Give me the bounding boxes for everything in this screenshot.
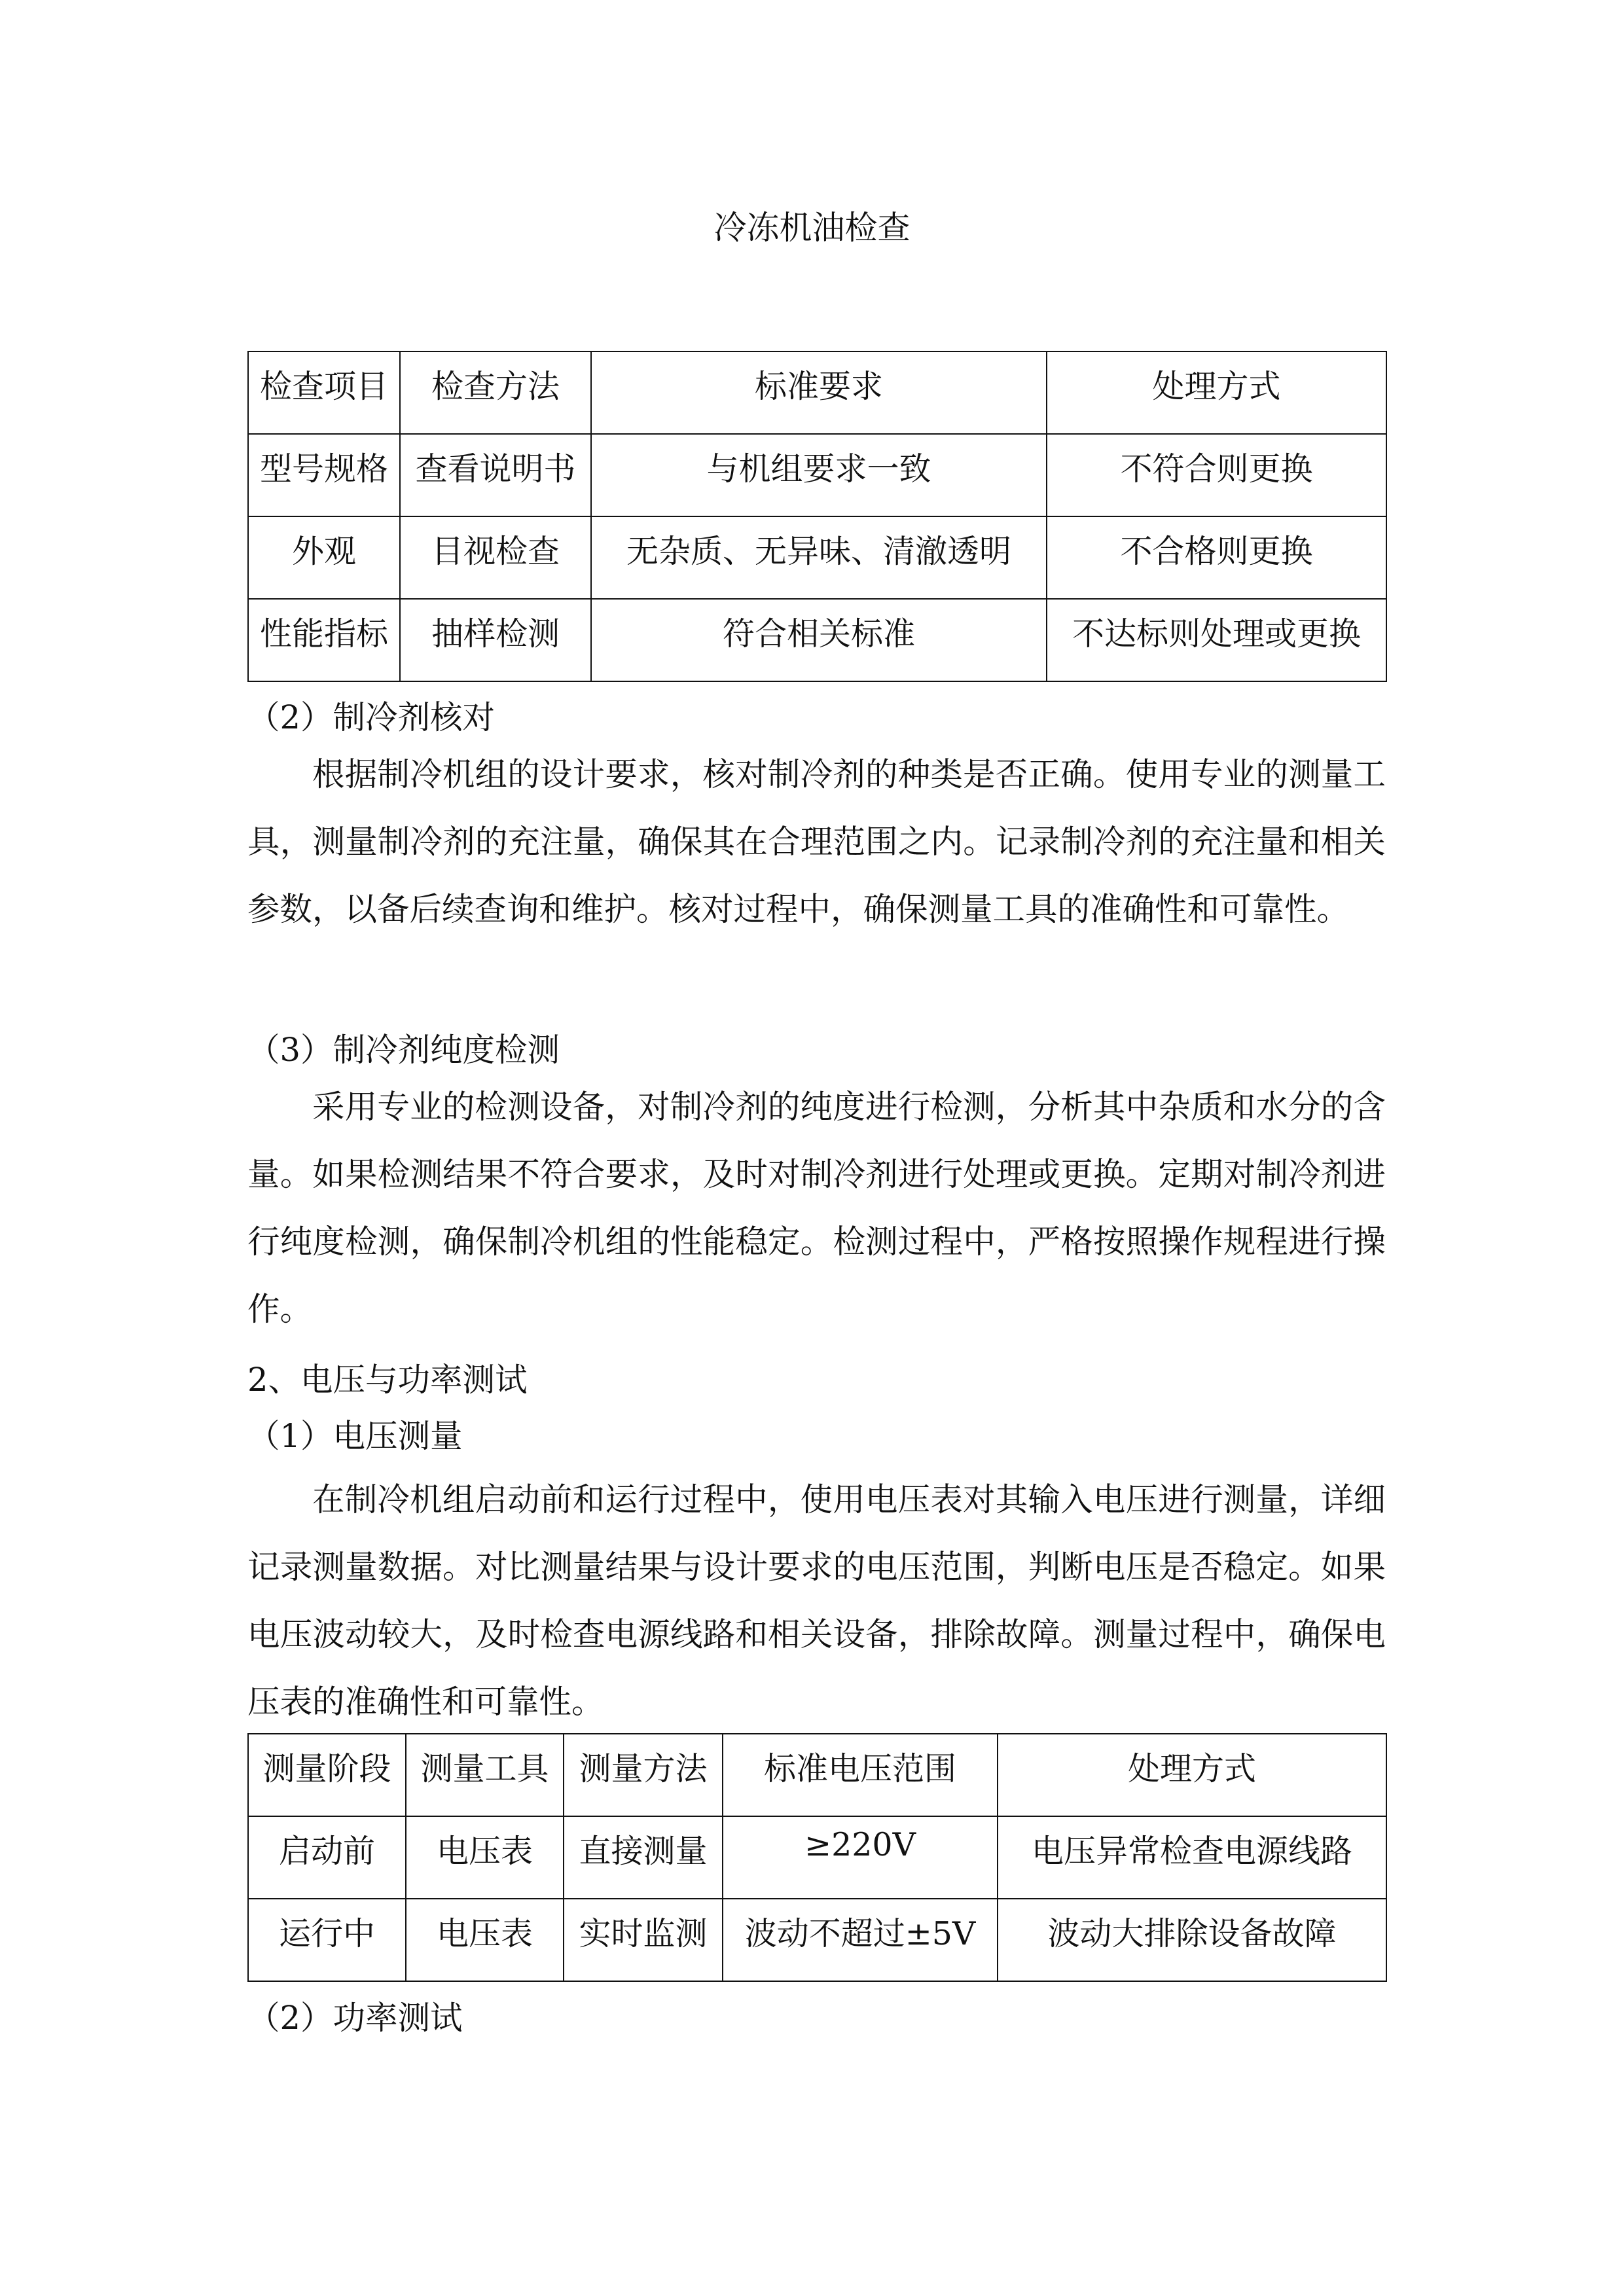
section-heading-power: （2）功率测试 bbox=[247, 1999, 463, 2037]
section-heading-voltage-power: 2、电压与功率测试 bbox=[247, 1361, 528, 1399]
table-cell: 电压表 bbox=[406, 1816, 564, 1899]
table-cell: 电压表 bbox=[406, 1899, 564, 1981]
header-cell: 处理方式 bbox=[998, 1734, 1386, 1816]
table-cell: 符合相关标准 bbox=[591, 599, 1047, 681]
table-row bbox=[248, 516, 1386, 599]
table-cell: 型号规格 bbox=[248, 434, 400, 516]
table-cell: 与机组要求一致 bbox=[591, 434, 1047, 516]
table-cell: 目视检查 bbox=[400, 516, 591, 599]
header-cell: 标准电压范围 bbox=[723, 1734, 998, 1816]
table-cell: 不达标则处理或更换 bbox=[1047, 599, 1386, 681]
table-cell: 电压异常检查电源线路 bbox=[998, 1816, 1386, 1899]
header-cell: 标准要求 bbox=[591, 351, 1047, 434]
page-title: 冷冻机油检查 bbox=[713, 209, 911, 247]
header-cell: 检查项目 bbox=[248, 351, 400, 434]
table-row bbox=[248, 434, 1386, 516]
header-cell: 测量方法 bbox=[564, 1734, 723, 1816]
table-row bbox=[248, 599, 1386, 681]
table-row bbox=[248, 1899, 1386, 1981]
header-cell: 处理方式 bbox=[1047, 351, 1386, 434]
table-header-row bbox=[248, 351, 1386, 434]
table-cell: ≥220V bbox=[723, 1816, 998, 1899]
table-cell: 性能指标 bbox=[248, 599, 400, 681]
paragraph-refrigerant-check: 根据制冷机组的设计要求，核对制冷剂的种类是否正确。使用专业的测量工具，测量制冷剂的充注量，确保其在合理范围之内。记录制冷剂的充注量和相关参数，以备后续查询和维护。核对过程中，确保测量工具的准确性和可靠性。 bbox=[247, 755, 1386, 928]
header-cell: 检查方法 bbox=[400, 351, 591, 434]
table-header-row bbox=[248, 1734, 1386, 1816]
table-cell: 直接测量 bbox=[564, 1816, 723, 1899]
table-cell: 无杂质、无异味、清澈透明 bbox=[591, 516, 1047, 599]
paragraph-purity: 采用专业的检测设备，对制冷剂的纯度进行检测，分析其中杂质和水分的含量。如果检测结果不符合要求，及时对制冷剂进行处理或更换。定期对制冷剂进行纯度检测，确保制冷机组的性能稳定。检测过程中，严格按照操作规程进行操作。 bbox=[247, 1088, 1386, 1328]
paragraph-voltage: 在制冷机组启动前和运行过程中，使用电压表对其输入电压进行测量，详细记录测量数据。对比测量结果与设计要求的电压范围，判断电压是否稳定。如果电压波动较大，及时检查电源线路和相关设备，排除故障。测量过程中，确保电压表的准确性和可靠性。 bbox=[247, 1480, 1386, 1721]
section-heading-purity: （3）制冷剂纯度检测 bbox=[247, 1031, 560, 1069]
voltage-table bbox=[247, 1733, 1387, 1982]
table-cell: 启动前 bbox=[248, 1816, 406, 1899]
header-cell: 测量工具 bbox=[406, 1734, 564, 1816]
table-cell: 实时监测 bbox=[564, 1899, 723, 1981]
table-cell: 波动不超过±5V bbox=[723, 1899, 998, 1981]
table-cell: 查看说明书 bbox=[400, 434, 591, 516]
section-heading-refrigerant-check: （2）制冷剂核对 bbox=[247, 698, 495, 736]
table-row bbox=[248, 1816, 1386, 1899]
table-cell: 运行中 bbox=[248, 1899, 406, 1981]
table-cell: 波动大排除设备故障 bbox=[998, 1899, 1386, 1981]
header-cell: 测量阶段 bbox=[248, 1734, 406, 1816]
table-cell: 抽样检测 bbox=[400, 599, 591, 681]
table-cell: 不合格则更换 bbox=[1047, 516, 1386, 599]
section-heading-voltage: （1）电压测量 bbox=[247, 1417, 463, 1455]
oil-inspection-table bbox=[247, 351, 1387, 682]
table-cell: 不符合则更换 bbox=[1047, 434, 1386, 516]
table-cell: 外观 bbox=[248, 516, 400, 599]
